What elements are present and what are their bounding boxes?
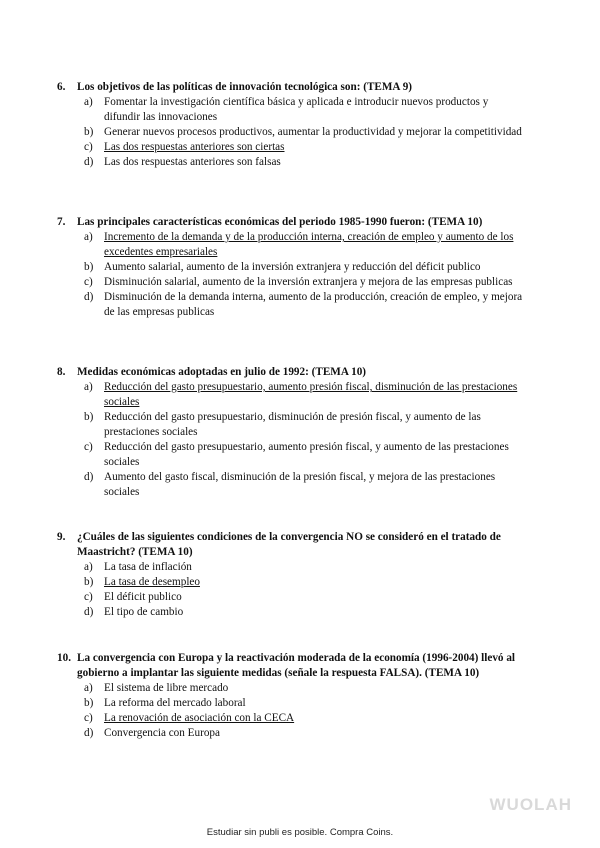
option-text: Reducción del gasto presupuestario, disminución de presión fiscal, y aumento de las prestaciones sociales	[104, 411, 481, 438]
options-list	[57, 230, 527, 320]
option-letter: c)	[84, 441, 93, 453]
option-d	[84, 726, 527, 741]
option-text: La tasa de desempleo	[104, 576, 200, 588]
option-letter: d)	[84, 727, 94, 739]
option-text: Disminución salarial, aumento de la inversión extranjera y mejora de las empresas publicas	[104, 276, 513, 288]
options-list	[57, 560, 527, 620]
option-letter: b)	[84, 411, 94, 423]
footer-text: Estudiar sin publi es posible. Compra Coins.	[206, 827, 394, 838]
option-b	[84, 696, 527, 711]
question-number: 8.	[57, 366, 66, 378]
question-title	[57, 215, 527, 230]
option-a-correct	[84, 230, 527, 260]
options-list	[57, 95, 527, 170]
option-letter: b)	[84, 126, 94, 138]
option-d	[84, 290, 527, 320]
option-text: Disminución de la demanda interna, aumento de la producción, creación de empleo, y mejora de las empresas publicas	[104, 291, 523, 318]
option-b-correct	[84, 575, 527, 590]
question-text: Los objetivos de las políticas de innovación tecnológica son: (TEMA 9)	[77, 81, 413, 93]
option-c	[84, 590, 527, 605]
question-number: 10.	[57, 652, 71, 664]
option-letter: b)	[84, 576, 94, 588]
option-letter: a)	[84, 381, 93, 393]
option-letter: d)	[84, 471, 94, 483]
question-text: ¿Cuáles de las siguientes condiciones de la convergencia NO se consideró en el tratado de Maastricht? (TEMA 10)	[77, 531, 501, 558]
question-number: 7.	[57, 216, 66, 228]
option-text: Reducción del gasto presupuestario, aumento presión fiscal, y aumento de las prestaciones sociales	[104, 441, 509, 468]
option-text: Convergencia con Europa	[104, 727, 220, 739]
options-list	[57, 681, 527, 741]
option-letter: c)	[84, 591, 93, 603]
option-letter: d)	[84, 156, 94, 168]
question-7	[57, 215, 527, 320]
option-text: Aumento salarial, aumento de la inversión extranjera y reducción del déficit publico	[104, 261, 481, 273]
question-text: Las principales características económicas del periodo 1985-1990 fueron: (TEMA 10)	[77, 216, 483, 228]
option-letter: a)	[84, 561, 93, 573]
option-text: Incremento de la demanda y de la producción interna, creación de empleo y aumento de los excedentes empresariales	[104, 231, 514, 258]
option-text: Aumento del gasto fiscal, disminución de la presión fiscal, y mejora de las prestaciones sociales	[104, 471, 496, 498]
option-letter: a)	[84, 682, 93, 694]
option-text: La renovación de asociación con la CECA	[104, 712, 295, 724]
question-8	[57, 365, 527, 500]
option-c	[84, 275, 527, 290]
option-letter: d)	[84, 606, 94, 618]
option-letter: c)	[84, 141, 93, 153]
question-number: 6.	[57, 81, 66, 93]
option-text: Generar nuevos procesos productivos, aumentar la productividad y mejorar la competitividad	[104, 126, 522, 138]
option-a	[84, 681, 527, 696]
question-6	[57, 80, 527, 170]
option-a	[84, 95, 527, 125]
question-text: Medidas económicas adoptadas en julio de 1992: (TEMA 10)	[77, 366, 367, 378]
option-a-correct	[84, 380, 527, 410]
option-text: Las dos respuestas anteriores son ciertas	[104, 141, 285, 153]
question-9	[57, 530, 527, 620]
question-text: La convergencia con Europa y la reactivación moderada de la economía (1996-2004) llevó al gobierno a implantar las siguiente medidas (señale la respuesta FALSA). (TEMA 10)	[77, 652, 516, 679]
question-number: 9.	[57, 531, 66, 543]
option-c-correct	[84, 140, 527, 155]
option-text: Fomentar la investigación científica básica y aplicada e introducir nuevos productos y difundir las innovaciones	[104, 96, 489, 123]
option-text: El tipo de cambio	[104, 606, 184, 618]
option-d	[84, 470, 527, 500]
question-10	[57, 651, 527, 741]
option-text: Reducción del gasto presupuestario, aumento presión fiscal, disminución de las prestaciones sociales	[104, 381, 518, 408]
option-c-correct	[84, 711, 527, 726]
wuolah-watermark-logo: WUOLAH	[489, 795, 572, 814]
option-letter: d)	[84, 291, 94, 303]
option-d	[84, 605, 527, 620]
option-letter: a)	[84, 96, 93, 108]
option-c	[84, 440, 527, 470]
option-b	[84, 260, 527, 275]
option-text: La tasa de inflación	[104, 561, 192, 573]
options-list	[57, 380, 527, 500]
option-text: La reforma del mercado laboral	[104, 697, 246, 709]
option-letter: b)	[84, 261, 94, 273]
option-letter: a)	[84, 231, 93, 243]
option-d	[84, 155, 527, 170]
option-b	[84, 125, 527, 140]
question-title	[57, 365, 527, 380]
question-title	[57, 80, 527, 95]
option-a	[84, 560, 527, 575]
question-title	[57, 530, 527, 560]
option-text: Las dos respuestas anteriores son falsas	[104, 156, 281, 168]
question-title	[57, 651, 527, 681]
option-text: El déficit publico	[104, 591, 182, 603]
option-letter: b)	[84, 697, 94, 709]
option-letter: c)	[84, 712, 93, 724]
option-letter: c)	[84, 276, 93, 288]
option-text: El sistema de libre mercado	[104, 682, 229, 694]
option-b	[84, 410, 527, 440]
